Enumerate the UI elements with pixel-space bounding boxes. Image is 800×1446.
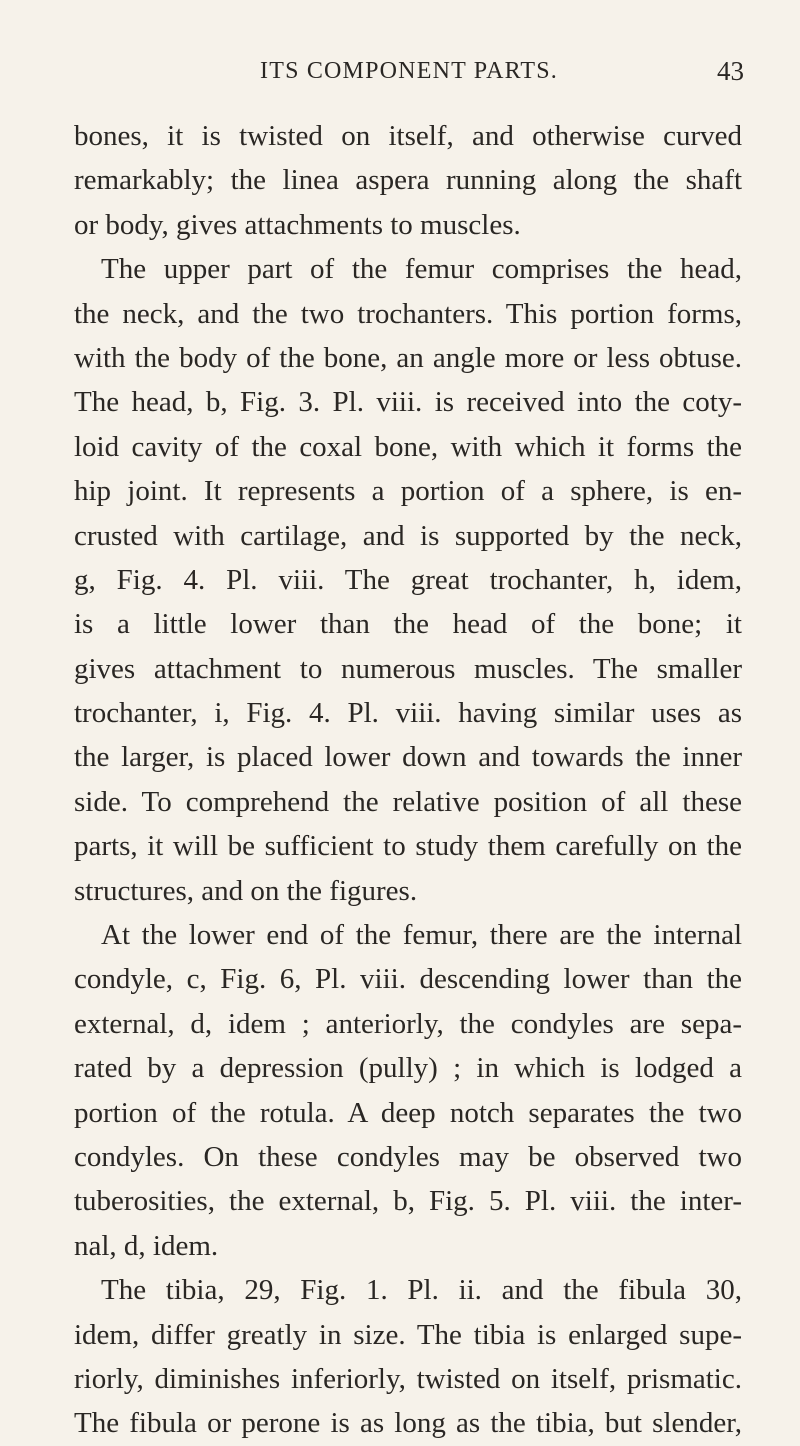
text-line: structures, and on the figures. [74, 874, 418, 907]
text-line: parts, it will be sufficient to study them carefully on the [74, 830, 742, 863]
text-line: bones, it is twisted on itself, and otherwise curved [74, 120, 742, 152]
text-line: side. To comprehend the relative position of all these [74, 785, 742, 818]
text-line: tuberosities, the external, b, Fig. 5. Pl. viii. the inter- [74, 1185, 742, 1218]
text-line: loid cavity of the coxal bone, with which it forms the [74, 430, 742, 463]
text-line: g, Fig. 4. Pl. viii. The great trochanter, h, idem, [74, 563, 742, 596]
text-line: The fibula or perone is as long as the tibia, but slender, [74, 1407, 742, 1440]
text-line: or body, gives attachments to muscles. [74, 208, 521, 241]
text-line: At the lower end of the femur, there are the internal [101, 919, 742, 952]
text-line: The upper part of the femur comprises the head, [101, 253, 742, 286]
text-line: rated by a depression (pully) ; in which is lodged a [74, 1052, 742, 1085]
running-head [74, 56, 744, 96]
running-title: ITS COMPONENT PARTS. [260, 58, 558, 84]
text-line: crusted with cartilage, and is supported by the neck, [74, 519, 742, 552]
text-line: gives attachment to numerous muscles. The smaller [74, 652, 742, 685]
text-line: the neck, and the two trochanters. This portion forms, [74, 297, 742, 330]
text-line: is a little lower than the head of the bone; it [74, 608, 742, 641]
text-line: condyle, c, Fig. 6, Pl. viii. descending lower than the [74, 963, 742, 996]
text-line: condyles. On these condyles may be observed two [74, 1140, 742, 1173]
text-line: the larger, is placed lower down and towards the inner [74, 741, 742, 774]
text-line: hip joint. It represents a portion of a sphere, is en- [74, 475, 742, 508]
text-line: portion of the rotula. A deep notch separates the two [74, 1096, 742, 1129]
page-number: 43 [717, 56, 744, 86]
text-line: The tibia, 29, Fig. 1. Pl. ii. and the fibula 30, [101, 1274, 742, 1307]
text-line: external, d, idem ; anteriorly, the condyles are sepa- [74, 1007, 742, 1040]
text-line: remarkably; the linea aspera running along the shaft [74, 164, 742, 197]
text-line: nal, d, idem. [74, 1229, 219, 1262]
text-line: with the body of the bone, an angle more or less obtuse. [74, 341, 742, 374]
text-line: trochanter, i, Fig. 4. Pl. viii. having similar uses as [74, 697, 742, 730]
text-line: The head, b, Fig. 3. Pl. viii. is received into the coty- [74, 386, 742, 419]
text-line: idem, differ greatly in size. The tibia is enlarged supe- [74, 1318, 742, 1351]
text-line: riorly, diminishes inferiorly, twisted on itself, prismatic. [74, 1362, 742, 1395]
body-text [74, 114, 742, 1446]
